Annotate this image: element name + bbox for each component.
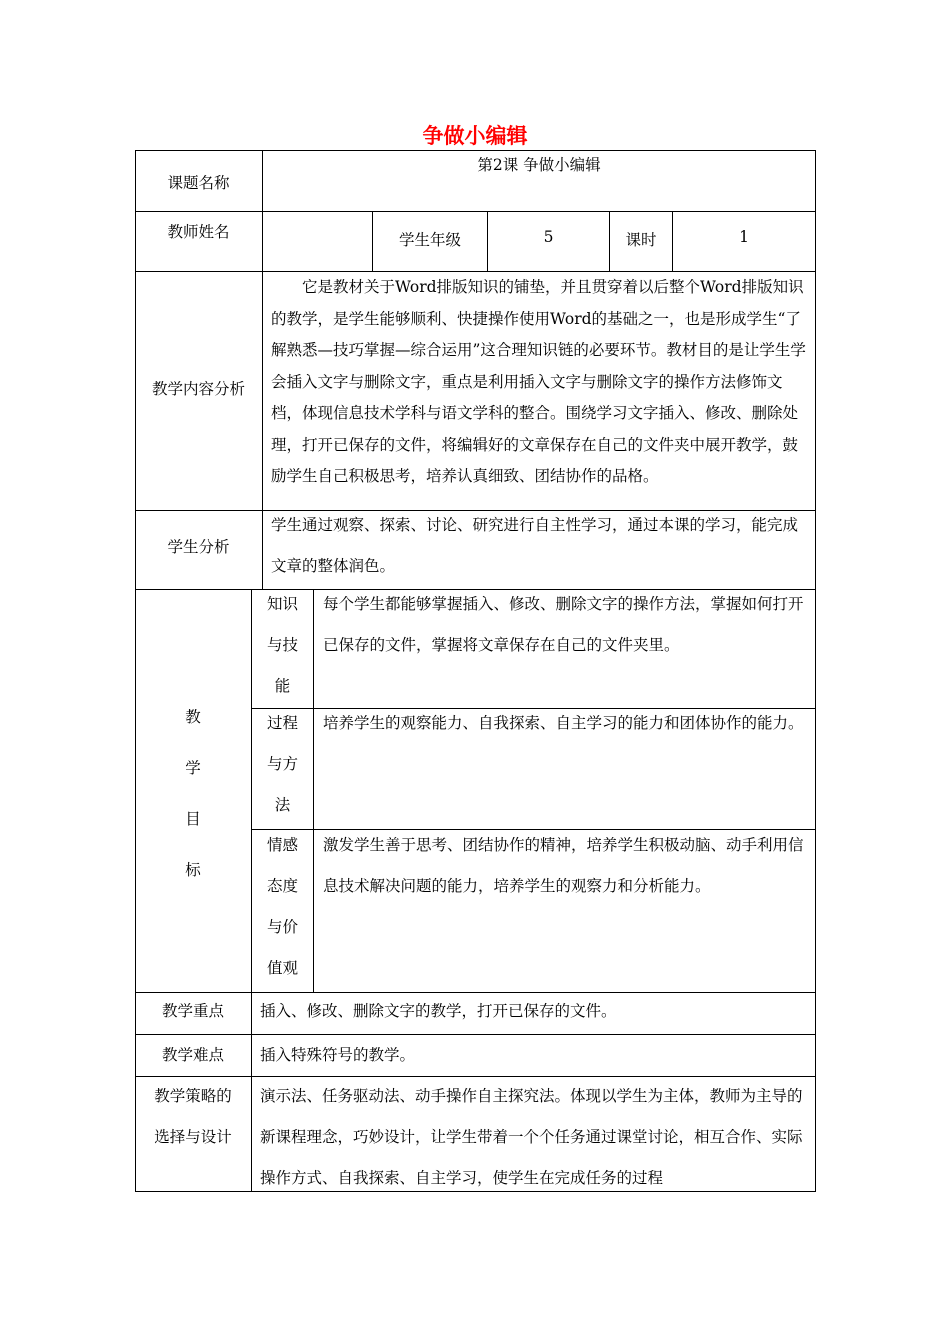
student-analysis-label: 学生分析 xyxy=(167,538,230,556)
objective-sub-line: 与方 xyxy=(266,755,298,773)
table-border xyxy=(135,150,816,151)
lesson-title-label: 课题名称 xyxy=(167,174,230,192)
objective-sub-line: 法 xyxy=(274,796,291,814)
objective-knowledge-text: 每个学生都能够掌握插入、修改、删除文字的操作方法，掌握如何打开已保存的文件，掌握将文章保存在自己的文件夹里。 xyxy=(323,595,804,654)
strategy-label xyxy=(135,1076,251,1158)
grade-value: 5 xyxy=(543,228,554,246)
objective-sub-line: 过程 xyxy=(266,714,298,732)
table-border xyxy=(135,211,816,212)
objective-sub-line: 能 xyxy=(274,677,291,695)
objective-sub-line: 知识 xyxy=(266,595,298,613)
objective-process-text: 培养学生的观察能力、自我探索、自主学习的能力和团体协作的能力。 xyxy=(323,714,804,732)
table-border xyxy=(262,150,263,589)
student-analysis-text: 学生通过观察、探索、讨论、研究进行自主性学习，通过本课的学习，能完成文章的整体润色。 xyxy=(271,516,799,575)
objectives-label xyxy=(135,692,251,896)
key-point-text: 插入、修改、删除文字的教学，打开已保存的文件。 xyxy=(260,1002,617,1020)
objectives-label-char: 标 xyxy=(185,861,201,879)
objective-attitude-label xyxy=(252,825,313,989)
document-title: 争做小编辑 xyxy=(422,124,528,148)
teacher-name-label: 教师姓名 xyxy=(167,223,230,241)
objective-sub-line: 态度 xyxy=(266,877,298,895)
strategy-label-line: 选择与设计 xyxy=(154,1128,232,1146)
difficulty-text: 插入特殊符号的教学。 xyxy=(260,1046,416,1064)
objective-process-label xyxy=(252,703,313,826)
objectives-label-char: 教 xyxy=(185,708,201,726)
content-analysis-text: 它是教材关于Word排版知识的铺垫，并且贯穿着以后整个Word排版知识的教学，是学生能够顺利、快捷操作使用Word的基础之一，也是形成学生“了解熟悉—技巧掌握—综合运用”这合理知识链的必要环节。教材目的是让学生学会插入文字与删除文字，重点是利用插入文字与删除文字的操作方法修饰文档，体现信息技术学科与语文学科的整合。围绕学习文字插入、修改、删除处理，打开已保存的文件，将编辑好的文章保存在自己的文件夹中展开教学，鼓励学生自己积极思考，培养认真细致、团结协作的品格。 xyxy=(271,278,806,485)
grade-label: 学生年级 xyxy=(398,231,461,249)
objective-sub-line: 与价 xyxy=(266,918,298,936)
lesson-title-value: 第2课 争做小编辑 xyxy=(477,156,601,174)
table-border xyxy=(313,589,314,992)
objectives-label-char: 学 xyxy=(185,759,201,777)
table-border xyxy=(135,1034,816,1035)
strategy-label-line: 教学策略的 xyxy=(154,1087,232,1105)
key-point-label: 教学重点 xyxy=(161,1002,224,1020)
objective-sub-line: 情感 xyxy=(266,836,298,854)
strategy-text: 演示法、任务驱动法、动手操作自主探究法。体现以学生为主体，教师为主导的新课程理念，巧妙设计，让学生带着一个个任务通过课堂讨论，相互合作、实际操作方式、自我探索、自主学习，使学生在完成任务的过程 xyxy=(260,1087,803,1187)
objective-attitude-text: 激发学生善于思考、团结协作的精神，培养学生积极动脑、动手利用信息技术解决问题的能力，培养学生的观察力和分析能力。 xyxy=(323,836,804,895)
objective-sub-line: 与技 xyxy=(266,636,298,654)
hours-value: 1 xyxy=(739,228,749,246)
content-analysis-label: 教学内容分析 xyxy=(151,380,245,398)
difficulty-label: 教学难点 xyxy=(161,1046,224,1064)
table-border xyxy=(135,992,816,993)
objective-sub-line: 值观 xyxy=(266,959,298,977)
table-border xyxy=(135,1191,816,1192)
table-border xyxy=(135,150,136,1191)
objective-knowledge-label xyxy=(252,584,313,707)
hours-label: 课时 xyxy=(625,231,657,249)
objectives-label-char: 目 xyxy=(185,810,201,828)
table-border xyxy=(815,150,816,1191)
